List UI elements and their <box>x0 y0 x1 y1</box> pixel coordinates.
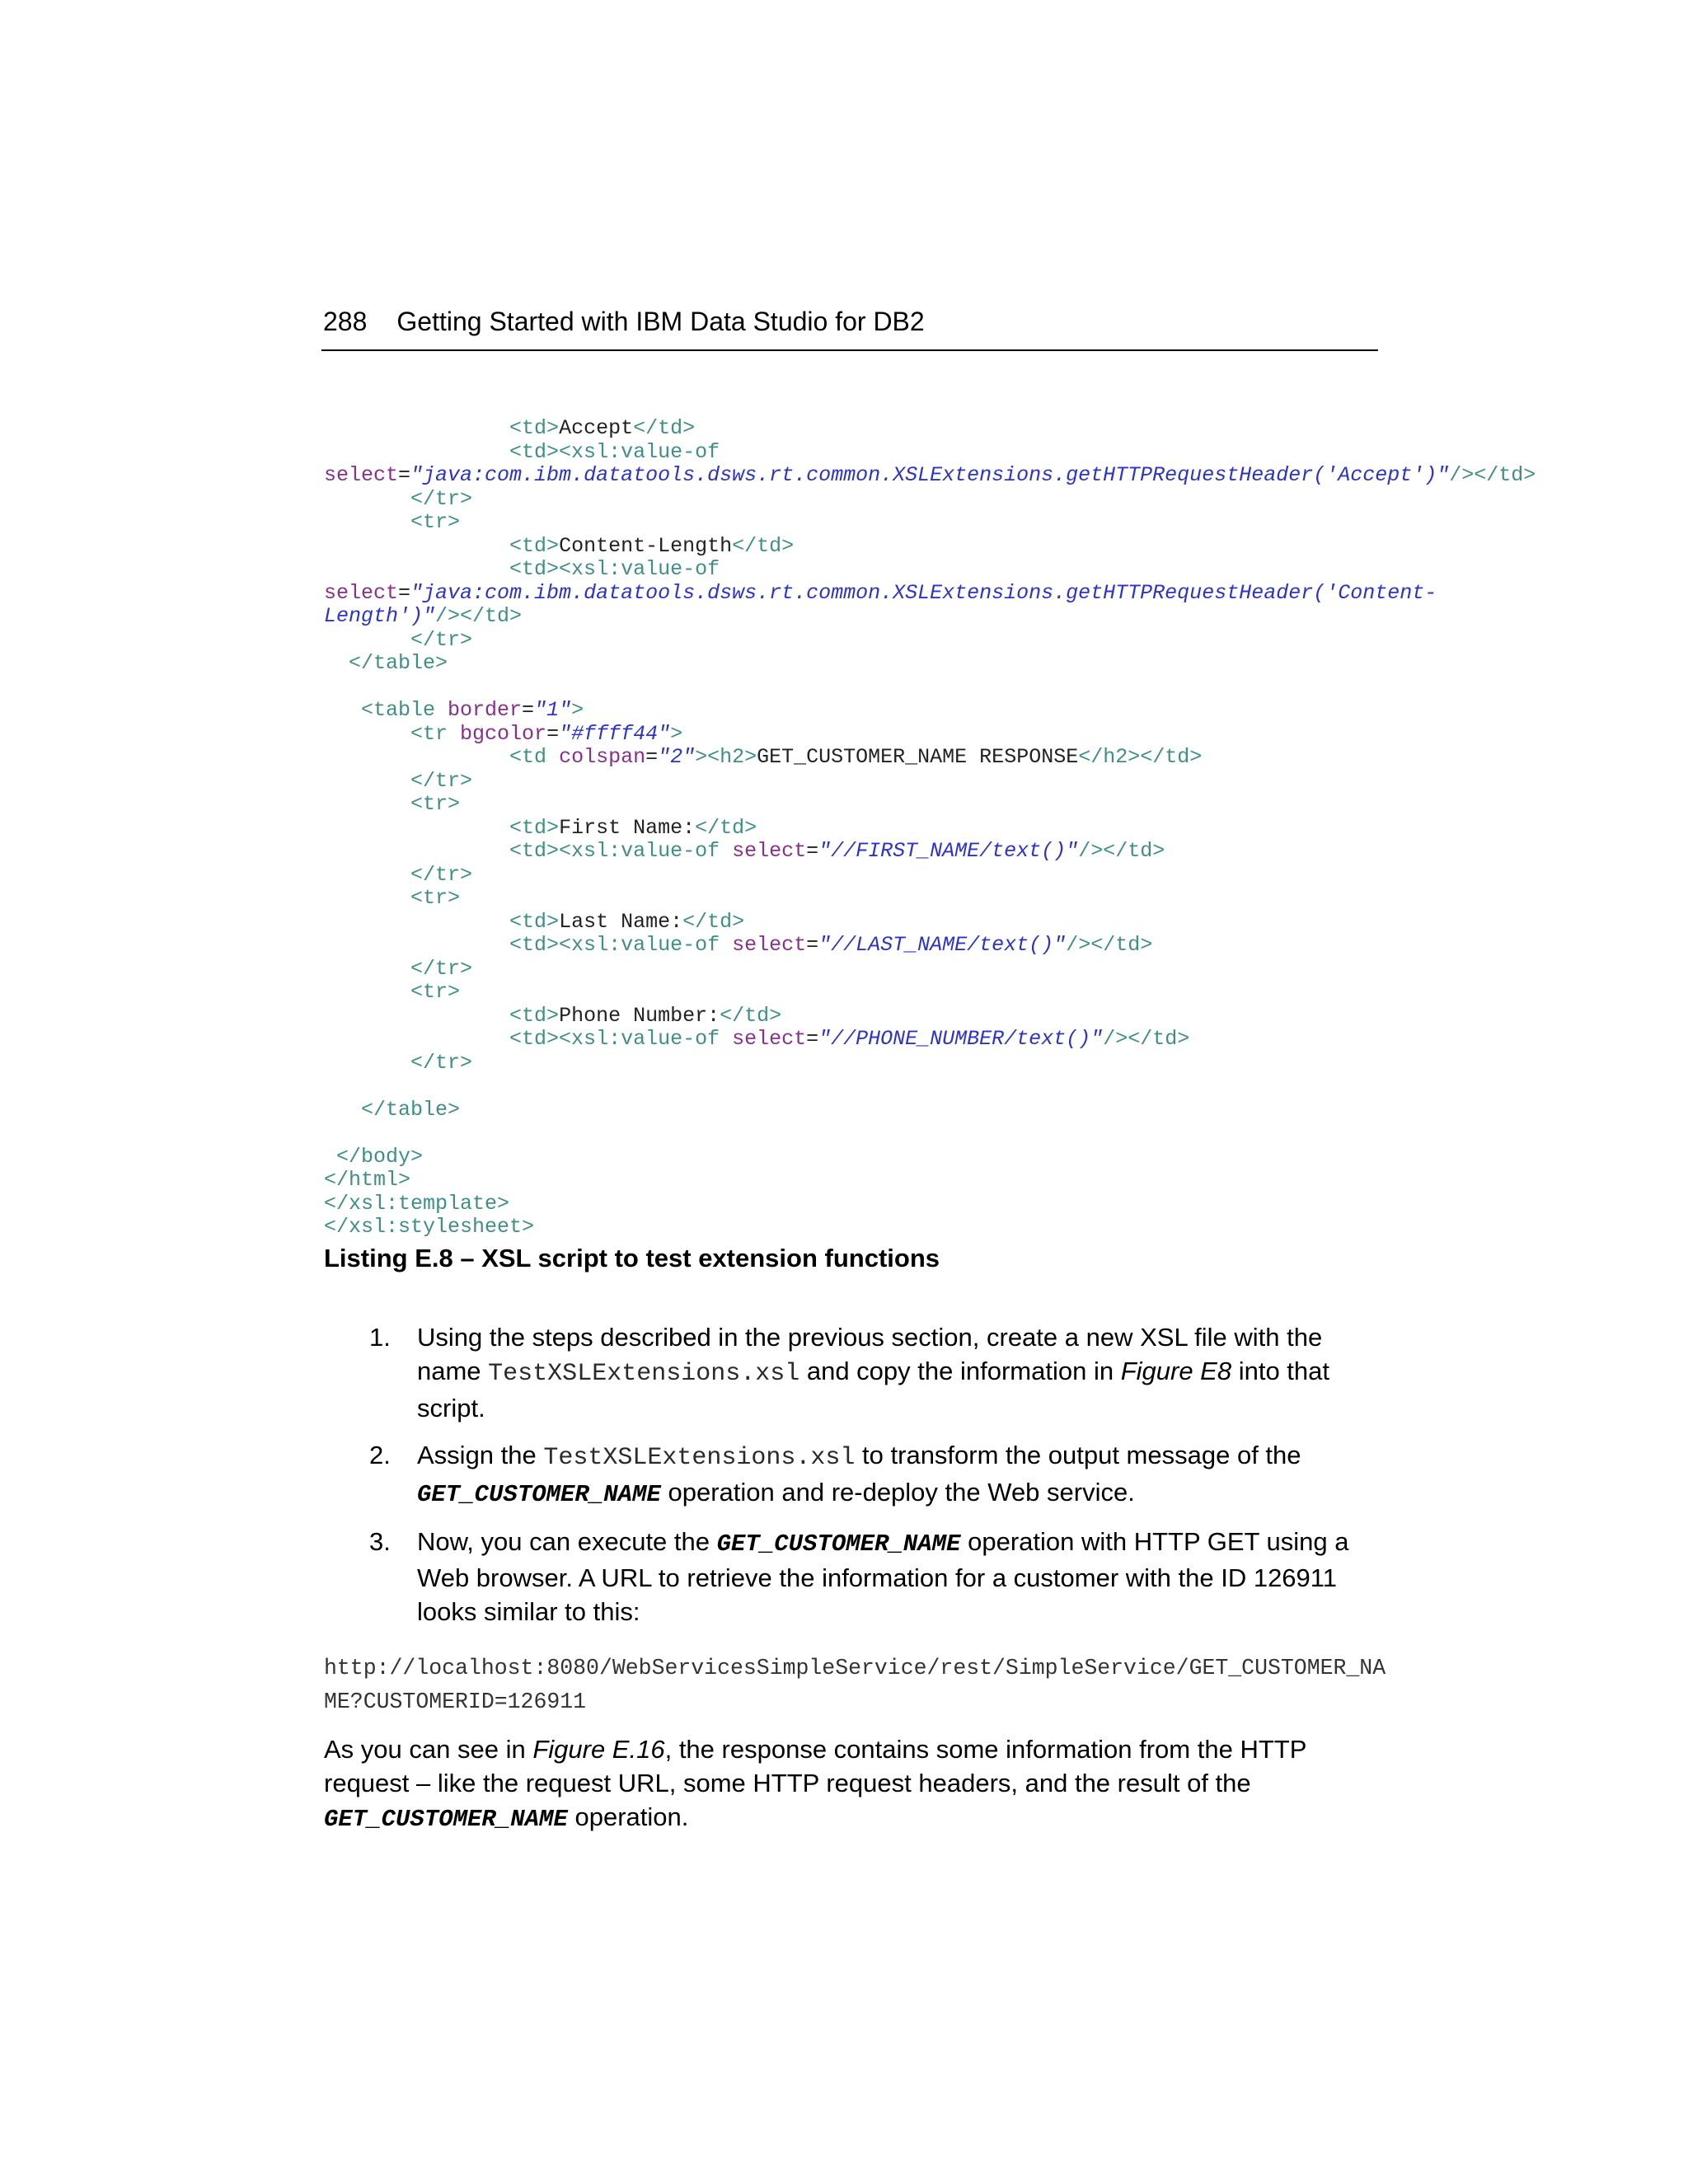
code-line: select="java:com.ibm.datatools.dsws.rt.common.XSLExtensions.getHTTPRequestHeader('Content- <box>324 580 1437 605</box>
code-line: <td>Content-Length</td> <box>509 533 795 558</box>
code-line: <tr bgcolor="#ffff44"> <box>324 721 683 746</box>
code-line: <tr> <box>324 886 461 910</box>
step-text: operation and re-deploy the Web service. <box>660 1478 1135 1507</box>
body-paragraph <box>324 1732 1387 1836</box>
code-line: <td><xsl:value-of <box>509 557 720 581</box>
code-line: <td>Last Name:</td> <box>509 909 745 934</box>
code-line <box>324 1122 1536 1146</box>
inline-code: TestXSLExtensions.xsl <box>488 1360 800 1388</box>
operation-name: GET_CUSTOMER_NAME <box>716 1530 961 1558</box>
code-line: </xsl:template> <box>324 1191 510 1216</box>
code-line: <tr> <box>324 510 461 534</box>
step-text: into that script. <box>417 1357 1330 1422</box>
code-line: </tr> <box>324 956 473 981</box>
step-number: 1. <box>369 1323 391 1352</box>
code-line: <tr> <box>324 792 461 816</box>
code-line: <td><xsl:value-of <box>509 439 720 464</box>
code-line: </tr> <box>324 1050 473 1075</box>
code-line: </tr> <box>324 486 473 511</box>
code-line <box>324 676 1536 700</box>
step-number: 3. <box>369 1527 391 1556</box>
page-number: 288 <box>323 307 368 336</box>
steps-list <box>369 1320 1383 1642</box>
code-line: </html> <box>324 1168 411 1192</box>
code-line: </table> <box>324 651 448 675</box>
code-line: </body> <box>324 1144 424 1169</box>
step-text: Now, you can execute the <box>417 1527 717 1556</box>
code-line: </tr> <box>324 627 473 652</box>
book-title: Getting Started with IBM Data Studio for DB2 <box>396 307 925 336</box>
code-line: <td>Accept</td> <box>509 416 696 440</box>
step-text: to transform the output message of the <box>855 1441 1301 1469</box>
paragraph-text: As you can see in <box>324 1735 533 1764</box>
step-text: Using the steps described in the previous section, create a new XSL file with the name <box>417 1323 1323 1385</box>
paragraph-text: , the response contains some information from the HTTP request – like the request URL, some HTTP request headers, and the result of the <box>324 1735 1306 1797</box>
code-line: </tr> <box>324 862 473 887</box>
figure-reference: Figure E.16 <box>532 1735 665 1764</box>
header-rule <box>321 349 1378 351</box>
code-line: <td colspan="2"><h2>GET_CUSTOMER_NAME RESPONSE</h2></td> <box>509 745 1203 769</box>
inline-code: TestXSLExtensions.xsl <box>543 1444 856 1472</box>
step-number: 2. <box>369 1441 391 1469</box>
code-line: </tr> <box>324 768 473 793</box>
code-line: <td>First Name:</td> <box>509 815 757 840</box>
code-line <box>324 1075 1536 1099</box>
code-line: select="java:com.ibm.datatools.dsws.rt.common.XSLExtensions.getHTTPRequestHeader('Accept')"/></td> <box>324 463 1536 487</box>
step-text: Assign the <box>417 1441 544 1469</box>
code-line: <td><xsl:value-of select="//FIRST_NAME/text()"/></td> <box>509 839 1165 863</box>
code-line: <table border="1"> <box>324 698 584 722</box>
operation-name: GET_CUSTOMER_NAME <box>417 1481 661 1508</box>
listing-caption: Listing E.8 – XSL script to test extension functions <box>324 1244 940 1272</box>
code-line: </table> <box>324 1097 461 1122</box>
example-url: http://localhost:8080/WebServicesSimpleService/rest/SimpleService/GET_CUSTOMER_NAME?CUSTOMERID=126911 <box>324 1656 1386 1714</box>
code-line: <td><xsl:value-of select="//LAST_NAME/text()"/></td> <box>509 933 1153 957</box>
operation-name: GET_CUSTOMER_NAME <box>324 1806 568 1833</box>
list-item <box>369 1320 1383 1425</box>
paragraph-text: operation. <box>567 1802 689 1831</box>
step-text: operation with HTTP GET using a Web browser. A URL to retrieve the information for a customer with the ID 126911 looks similar to this: <box>417 1527 1349 1626</box>
list-item <box>369 1525 1383 1629</box>
figure-reference: Figure E8 <box>1120 1357 1232 1385</box>
code-line: <td>Phone Number:</td> <box>509 1003 782 1028</box>
code-listing <box>324 417 1536 1240</box>
code-line: <td><xsl:value-of select="//PHONE_NUMBER/text()"/></td> <box>509 1027 1190 1051</box>
running-header <box>323 305 1378 338</box>
code-line: </xsl:stylesheet> <box>324 1215 535 1239</box>
list-item <box>369 1438 1383 1511</box>
code-line: Length')"/></td> <box>324 604 523 628</box>
step-text: and copy the information in <box>799 1357 1121 1385</box>
code-line: <tr> <box>324 980 461 1004</box>
